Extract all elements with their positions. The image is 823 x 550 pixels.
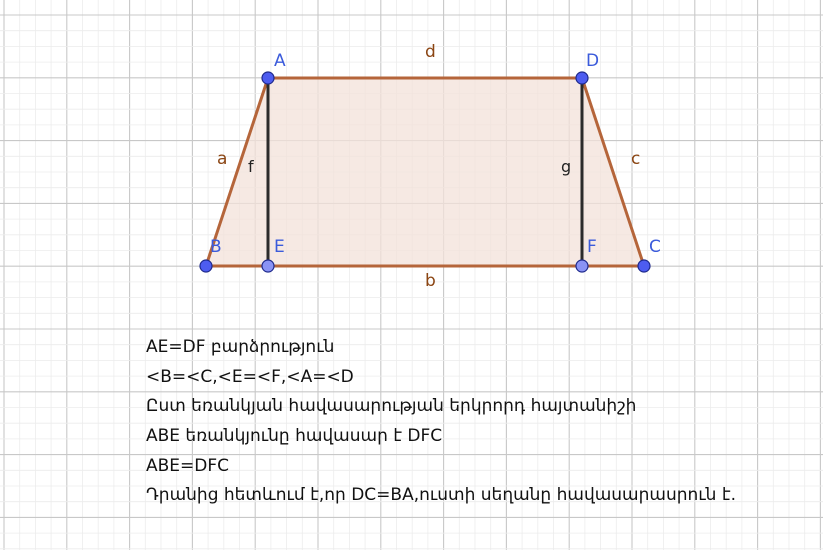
point-C[interactable] — [638, 260, 650, 272]
point-B[interactable] — [200, 260, 212, 272]
proof-line-6: Դրանից հետևում է,որ DC=BA,ուստի սեղանը հավասարասրուն է. — [146, 485, 736, 506]
segment-label-b: b — [425, 271, 436, 291]
point-D[interactable] — [576, 72, 588, 84]
trapezoid-fill — [206, 78, 644, 266]
proof-line-5: ABE=DFC — [146, 455, 230, 476]
point-label-A: A — [274, 51, 286, 71]
proof-line-3: Ըստ եռանկյան հավասարության երկրորդ հայտանիշի — [146, 396, 637, 417]
point-F[interactable] — [576, 260, 588, 272]
segment-label-g: g — [561, 157, 572, 176]
point-label-D: D — [586, 51, 600, 71]
segment-label-d: d — [425, 42, 436, 62]
proof-text — [146, 333, 736, 511]
proof-line-2: <B=<C,<E=<F,<A=<D — [146, 366, 354, 387]
proof-line-1: AE=DF բարձրություն — [146, 337, 335, 357]
point-label-B: B — [210, 237, 222, 257]
segment-label-c: c — [631, 149, 641, 169]
segment-label-f: f — [248, 157, 254, 176]
point-E[interactable] — [262, 260, 274, 272]
proof-line-4: ABE եռանկյունը հավասար է DFC — [146, 426, 443, 447]
point-A[interactable] — [262, 72, 274, 84]
point-label-E: E — [274, 237, 285, 257]
segment-label-a: a — [217, 149, 228, 169]
point-label-F: F — [587, 237, 597, 257]
point-label-C: C — [649, 237, 661, 257]
